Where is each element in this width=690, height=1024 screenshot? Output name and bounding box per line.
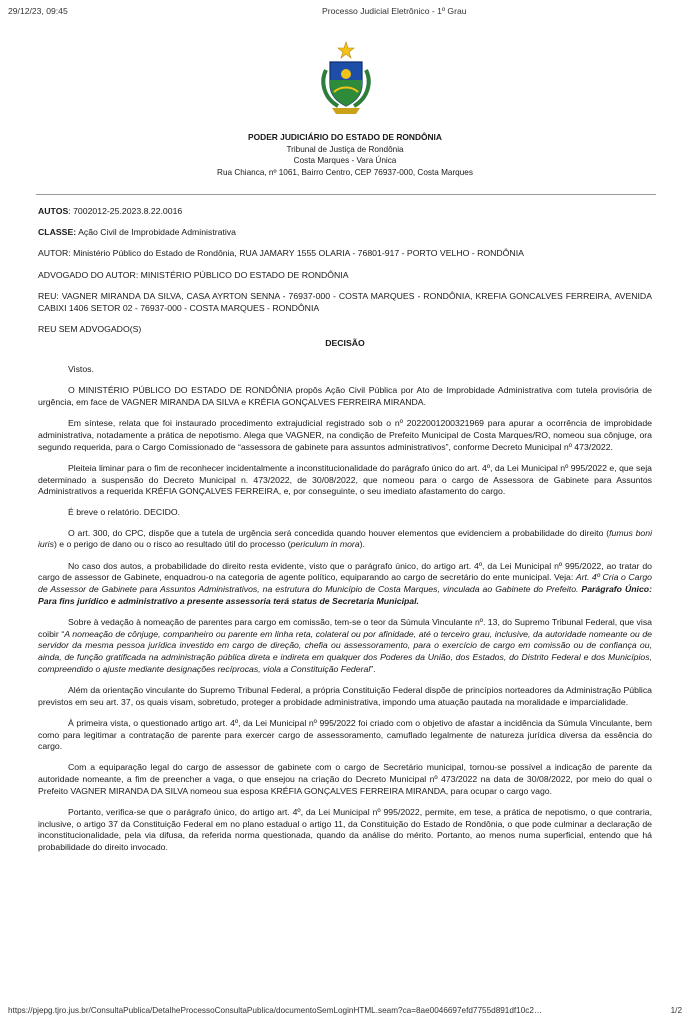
decision-paragraph-5: O art. 300, do CPC, dispõe que a tutela de urgência será concedida quando houver elementos que evidenciem a probabilidade do direito (fumus boni iuris) e o perigo de dano ou o risco ao resultado útil do processo (periculum in mora). [38, 527, 653, 550]
print-title: Processo Judicial Eletrônico - 1º Grau [322, 6, 467, 16]
decision-paragraph-4: É breve o relatório. DECIDO. [68, 507, 181, 518]
court-name: PODER JUDICIÁRIO DO ESTADO DE RONDÔNIA [248, 132, 442, 142]
coat-of-arms-icon [314, 40, 378, 118]
vara-name: Costa Marques - Vara Única [293, 156, 397, 165]
autor-line: AUTOR: Ministério Público do Estado de Rondônia, RUA JAMARY 1555 OLARIA - 76801-917 - PORTO VELHO - RONDÔNIA [38, 248, 524, 259]
advogado-autor-line: ADVOGADO DO AUTOR: MINISTÉRIO PÚBLICO DO ESTADO DE RONDÔNIA [38, 269, 349, 280]
decision-paragraph-2: Em síntese, relata que foi instaurado procedimento extrajudicial registrado sob o nº 2022001200321969 para apurar a ocorrência de improbidade administrativa, notadamente a prática de nepotismo. Alega que VAGNER, na condição de Prefeito Municipal de Costa Marques/RO, nomeou sua cônjuge, ora segundo requerida, para o Cargo Comissionado de “assessora de gabinete para assuntos administrativos”, conforme Decreto Municipal nº 473/2022. [38, 418, 652, 452]
source-url: https://pjepg.tjro.jus.br/ConsultaPublica/DetalheProcessoConsultaPublica/documentoSemLoginHTML.seam?ca=8ae0046697efd7755d891df10c2… [8, 1006, 543, 1015]
decision-paragraph-8: Além da orientação vinculante do Supremo Tribunal Federal, a própria Constituição Federal dispõe de princípios norteadores da Administração Pública previstos em seu art. 37, os quais visam, sobretudo, proteger a probidade administrativa, impondo uma atuação pautada na moralidade e imparcialidade. [38, 684, 652, 707]
print-footer [8, 1006, 682, 1018]
print-date: 29/12/23, 09:45 [8, 6, 68, 16]
classe-line: CLASSE: Ação Civil de Improbidade Administrativa [38, 227, 236, 238]
decision-paragraph-6: No caso dos autos, a probabilidade do direito resta evidente, visto que o parágrafo único, do artigo art. 4º, da Lei Municipal nº 995/2022, ao tratar do cargo de assessor de Gabinete, enquadrou-o na categoria de agente político, equiparando ao cargo de secretário do ente municipal. Veja: Art. 4º Cria o Cargo de Assessor de Gabinete para Assuntos Administrativos, na estrutura do Município de Costa Marques, vinculada ao Gabinete do Prefeito. Parágrafo Único: Para fins jurídico e administrativo a presente assessoria terá status de Secretaria Municipal. [38, 560, 652, 606]
court-address: Rua Chianca, nº 1061, Bairro Centro, CEP 76937-000, Costa Marques [217, 167, 473, 177]
decision-paragraph-9: À primeira vista, o questionado artigo art. 4º, da Lei Municipal nº 995/2022 foi criado com o objetivo de afastar a incidência da Súmula Vinculante, bem como para legitimar a contratação de parente para exercer cargo de assessoramento, camuflado legalmente de natureza jurídica diversa da essência do cargo. [38, 717, 652, 752]
reu-line: REU: VAGNER MIRANDA DA SILVA, CASA AYRTON SENNA - 76937-000 - COSTA MARQUES - RONDÔNIA, KREFIA GONCALVES FERREIRA, AVENIDA CABIXI 1406 SETOR 02 - 76937-000 - COSTA MARQUES - RONDÔNIA [38, 290, 652, 313]
vistos-paragraph: Vistos. [68, 364, 94, 375]
decision-paragraph-3: Pleiteia liminar para o fim de reconhecer incidentalmente a inconstitucionalidade do parágrafo único do art. 4º, da Lei Municipal nº 995/2022 e, que seja determinado a suspensão do Decreto Municipal n. 473/2022, de 30/08/2022, que nomeou para o cargo de Assessora de Gabinete para Assuntos Administrativos a requerida KRÉFIA GONÇALVES FERREIRA, e, por conseguinte, o seu imediato afastamento do cargo. [38, 462, 652, 497]
print-header [8, 6, 682, 18]
decision-paragraph-11: Portanto, verifica-se que o parágrafo único, do artigo art. 4º, da Lei Municipal nº 995/2022, permite, em tese, a prática de nepotismo, o que contraria, inclusive, o artigo 37 da Constituição Federal em no plano estadual o artigo 11, da Constituição do Estado de Rondônia, o que pode culminar a declaração de inconstitucionalidade, pela via difusa, da referida norma questionada, quando da análise do mérito. Portanto, ao menos numa superficial, entendo que há probabilidade do direito invocado. [38, 807, 652, 853]
document-body [38, 206, 652, 863]
decision-heading: DECISÃO [325, 338, 365, 349]
decision-paragraph-1: O MINISTÉRIO PÚBLICO DO ESTADO DE RONDÔNIA propôs Ação Civil Pública por Ato de Improbidade Administrativa com tutela provisória de urgência, em face de VAGNER MIRANDA DA SILVA e KRÉFIA GONÇALVES FERREIRA MIRANDA. [38, 385, 652, 408]
decision-paragraph-10: Com a equiparação legal do cargo de assessor de gabinete com o cargo de Secretário municipal, tornou-se possível a indicação de parente da autoridade nomeante, a fim de preencher a vaga, o que ensejou na criação do Decreto Municipal nº 473/2022 na data de 30/08/2022, por meio do qual o Prefeito VAGNER MIRANDA DA SILVA nomeou sua esposa KRÉFIA GONÇALVES FERREIRA MIRANDA, para ocupar o cargo vago. [38, 762, 652, 796]
page-number: 1/2 [670, 1006, 682, 1015]
court-header [0, 132, 690, 178]
reu-sem-advogado-line: REU SEM ADVOGADO(S) [38, 323, 142, 334]
decision-paragraph-7: Sobre à vedação à nomeação de parentes para cargo em comissão, tem-se o teor da Súmula Vinculante nº. 13, do Supremo Tribunal Federal, que visa coibir “A nomeação de cônjuge, companheiro ou parente em linha reta, colateral ou por afinidade, até o terceiro grau, inclusive, da autoridade nomeante ou de servidor da mesma pessoa jurídica investido em cargo de direção, chefia ou assessoramento, para o exercício de cargo em comissão ou de confiança ou, ainda, de função gratificada na administração pública direta e indireta em qualquer dos Poderes da União, dos Estados, do Distrito Federal e dos Municípios, compreendido o ajuste mediante designações recíprocas, viola a Constituição Federal”. [38, 616, 652, 674]
autos-line: AUTOS: 7002012-25.2023.8.22.0016 [38, 206, 183, 216]
header-divider [36, 194, 656, 195]
tribunal-name: Tribunal de Justiça de Rondônia [286, 144, 404, 154]
